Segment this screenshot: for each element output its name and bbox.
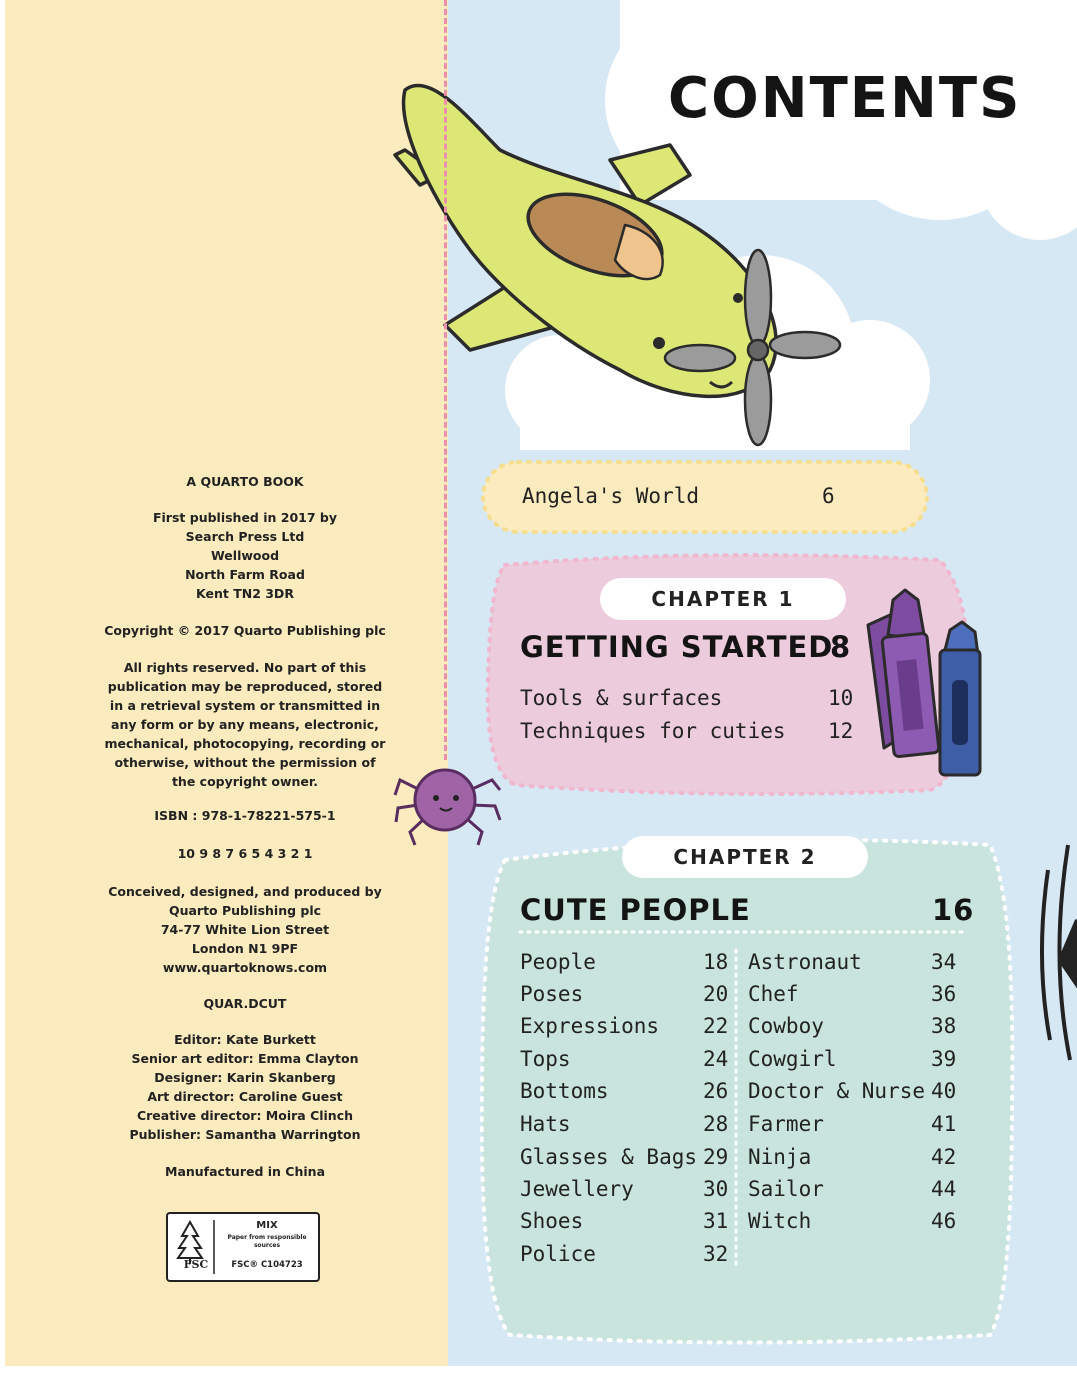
imprint-line: Conceived, designed, and produced by <box>108 884 382 899</box>
imprint-code <box>80 994 410 1013</box>
toc-page: 42 <box>931 1145 957 1169</box>
toc-entry[interactable]: Sailor <box>748 1177 824 1201</box>
chapter1-page: 8 <box>830 630 852 664</box>
imprint-line: QUAR.DCUT <box>203 996 287 1011</box>
spider-icon <box>395 770 500 845</box>
imprint-line: Creative director: Moira Clinch <box>136 1108 354 1123</box>
toc-page: 36 <box>931 982 957 1006</box>
chapter1-title[interactable]: GETTING STARTED <box>520 630 834 664</box>
toc-page: 39 <box>931 1047 957 1071</box>
toc-entry[interactable]: Shoes <box>520 1209 584 1233</box>
imprint-line: Copyright © 2017 Quarto Publishing plc <box>104 623 386 638</box>
chapter2-title[interactable]: CUTE PEOPLE <box>520 893 751 927</box>
toc-entry[interactable]: Jewellery <box>520 1177 634 1201</box>
toc-page: 28 <box>703 1112 729 1136</box>
imprint-line: Senior art editor: Emma Clayton <box>131 1051 359 1066</box>
imprint-line: North Farm Road <box>185 567 305 582</box>
fsc-code: FSC® C104723 <box>231 1260 303 1270</box>
imprint-line: London N1 9PF <box>191 941 299 956</box>
imprint-print-line <box>80 844 410 863</box>
chapter2-page: 16 <box>932 893 975 927</box>
toc-page: 31 <box>703 1209 729 1233</box>
imprint-line: A QUARTO BOOK <box>186 474 304 489</box>
toc-page-intro: 6 <box>822 484 835 508</box>
toc-page: 10 <box>828 686 854 710</box>
imprint-line: in a retrieval system or transmitted in <box>109 698 381 713</box>
imprint-line: Designer: Karin Skanberg <box>154 1070 336 1085</box>
imprint-line: Manufactured in China <box>165 1164 325 1179</box>
imprint-line: Publisher: Samantha Warrington <box>129 1127 361 1142</box>
toc-entry[interactable]: Hats <box>520 1112 571 1136</box>
imprint-book <box>80 472 410 491</box>
imprint-line: mechanical, photocopying, recording or <box>104 736 386 751</box>
toc-entry[interactable]: Doctor & Nurse <box>748 1079 926 1103</box>
fsc-label: MIX <box>256 1220 278 1231</box>
page-title: CONTENTS <box>668 66 1022 131</box>
toc-entry[interactable]: Poses <box>520 982 584 1006</box>
toc-entry[interactable]: Cowboy <box>748 1014 824 1038</box>
imprint-line: Search Press Ltd <box>185 529 305 544</box>
page-divider <box>444 0 447 760</box>
toc-page: 26 <box>703 1079 729 1103</box>
imprint-isbn <box>80 806 410 825</box>
toc-entry[interactable]: Ninja <box>748 1145 812 1169</box>
toc-entry[interactable]: Tools & surfaces <box>520 686 723 710</box>
chapter1-label: CHAPTER 1 <box>600 578 846 620</box>
partial-illustration-icon <box>1042 845 1077 1060</box>
fsc-logo <box>166 1212 320 1282</box>
imprint-line: Kent TN2 3DR <box>196 586 294 601</box>
toc-entry[interactable]: Expressions <box>520 1014 660 1038</box>
toc-entry[interactable]: Cowgirl <box>748 1047 837 1071</box>
crayon-icon <box>940 622 980 775</box>
imprint-line: the copyright owner. <box>171 774 319 789</box>
chapter2-label: CHAPTER 2 <box>622 836 868 878</box>
toc-page: 34 <box>931 950 957 974</box>
imprint-line: ISBN : 978-1-78221-575-1 <box>154 808 336 823</box>
toc-page: 44 <box>931 1177 957 1201</box>
imprint-line: First published in 2017 by <box>152 510 337 525</box>
toc-entry[interactable]: Witch <box>748 1209 812 1233</box>
imprint-credits <box>80 1030 410 1144</box>
toc-page: 32 <box>703 1242 729 1266</box>
toc-entry[interactable]: Bottoms <box>520 1079 609 1103</box>
imprint-line: Art director: Caroline Guest <box>147 1089 343 1104</box>
toc-page: 41 <box>931 1112 957 1136</box>
toc-page: 38 <box>931 1014 957 1038</box>
toc-page: 30 <box>703 1177 729 1201</box>
imprint-line: publication may be reproduced, stored <box>107 679 383 694</box>
imprint-manufactured <box>80 1162 410 1181</box>
fsc-mark: FSC <box>183 1258 209 1271</box>
toc-entry[interactable]: Tops <box>520 1047 571 1071</box>
imprint-producer <box>80 882 410 977</box>
toc-entry[interactable]: People <box>520 950 596 974</box>
toc-page: 46 <box>931 1209 957 1233</box>
fsc-sub: Paper from responsible sources <box>227 1234 307 1249</box>
imprint-line: www.quartoknows.com <box>162 960 328 975</box>
imprint-line: 74-77 White Lion Street <box>160 922 330 937</box>
imprint-line: Quarto Publishing plc <box>168 903 322 918</box>
imprint-rights <box>80 658 410 791</box>
toc-entry[interactable]: Glasses & Bags <box>520 1145 698 1169</box>
toc-page: 20 <box>703 982 729 1006</box>
toc-page: 24 <box>703 1047 729 1071</box>
toc-entry[interactable]: Astronaut <box>748 950 862 974</box>
imprint-line: Wellwood <box>210 548 280 563</box>
imprint-line: otherwise, without the permission of <box>114 755 376 770</box>
imprint-publisher <box>80 508 410 603</box>
toc-page: 18 <box>703 950 729 974</box>
toc-page: 22 <box>703 1014 729 1038</box>
toc-entry[interactable]: Farmer <box>748 1112 824 1136</box>
toc-page: 40 <box>931 1079 957 1103</box>
toc-page: 29 <box>703 1145 729 1169</box>
imprint-copyright <box>80 621 410 640</box>
toc-page: 12 <box>828 719 854 743</box>
imprint-line: Editor: Kate Burkett <box>174 1032 316 1047</box>
imprint-line: All rights reserved. No part of this <box>123 660 367 675</box>
imprint-line: any form or by any means, electronic, <box>111 717 379 732</box>
toc-entry[interactable]: Police <box>520 1242 596 1266</box>
toc-entry-intro[interactable]: Angela's World <box>522 484 700 508</box>
toc-entry[interactable]: Chef <box>748 982 799 1006</box>
toc-entry[interactable]: Techniques for cuties <box>520 719 786 743</box>
imprint-line: 10 9 8 7 6 5 4 3 2 1 <box>177 846 313 861</box>
